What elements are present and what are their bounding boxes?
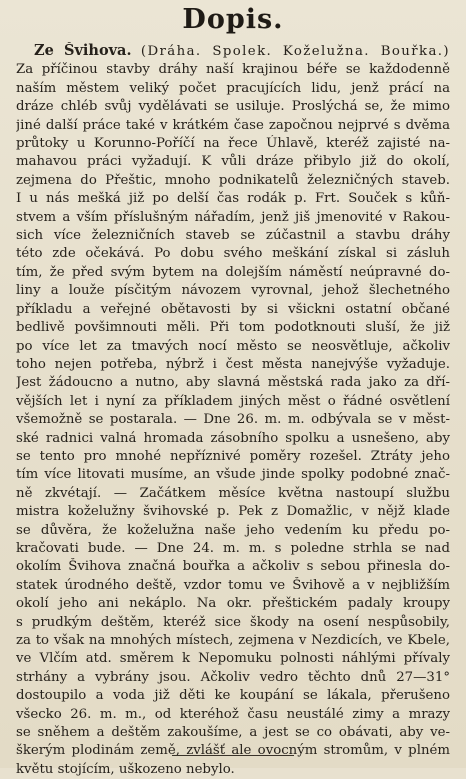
article-line: škerým plodinám země, zvlášť ale ovocným stromům, v plném <box>16 743 450 759</box>
article-line: liny a louže písčitým návozem vyrovnal, jehož šlechetného <box>16 283 450 299</box>
article-line: mahavou práci vyžadují. K vůli dráze přibylo již do okolí, <box>16 154 450 170</box>
article-line: všecko 26. m. m., od kteréhož času neustálé zimy a mrazy <box>16 706 450 722</box>
article-line: stvem a vším příslušným nářadím, jenž jiš jmenovité v Rakou- <box>16 209 450 225</box>
article-line: s prudkým deštěm, kteréž sice škody na osení nespůsobily, <box>16 614 450 630</box>
article-line: se důvěra, že koželužna naše jeho vedením ku předu po- <box>16 522 450 538</box>
article-line: za to však na mnohých místech, zejmena v Nezdicích, ve Kbele, <box>16 633 450 648</box>
section-divider <box>172 755 294 756</box>
article-line: ské radnici valná hromada zásobního spolku a usnešeno, aby <box>16 430 450 446</box>
article-line: jiné další práce také v krátkém čase započnou nejprvé s dvěma <box>16 117 450 133</box>
article-line: zejmena do Přeštic, mnoho podnikatelů železničných staveb. <box>16 172 450 188</box>
article-line: mistra koželužny švihovské p. Pek z Domažlic, v nějž klade <box>16 504 450 520</box>
article-line: se tento pro mnohé nepříznivé poměry rozešel. Ztráty jeho <box>16 448 450 464</box>
article-line: bedlivě povšimnouti měli. Při tom podotknouti sluší, že již <box>16 320 450 336</box>
article-line: dostoupilo a voda již děti ke koupání se lákala, přerušeno <box>16 688 450 704</box>
article-line: Za příčinou stavby dráhy naší krajinou béře se každodenně <box>16 62 450 78</box>
article-headline-line <box>16 42 450 61</box>
page-title: Dopis. <box>182 4 284 35</box>
article-line: tím více litovati musíme, an všude jinde spolky podobné znač- <box>16 467 450 483</box>
article-lines <box>16 61 450 779</box>
article-line: průtoky u Korunno-Poříčí na řece Úhlavě, kteréž zajisté na- <box>16 136 450 152</box>
article-source: (Dráha. Spolek. Koželužna. Bouřka.) <box>140 44 450 59</box>
article-line: vějších let i nyní za příkladem jiných měst o řádné osvětlení <box>16 393 450 409</box>
article-line: naším městem veliký počet pracujících lidu, jenž prácí na <box>16 80 450 96</box>
article-line: okolím Švihova značná bouřka a ačkoliv s sebou přinesla do- <box>16 559 450 575</box>
article-place: Ze Švihova. <box>34 42 132 59</box>
article-line: dráze chléb svůj vydělávati se usiluje. Proslýchá se, že mimo <box>16 99 450 115</box>
article-line: květu stojícím, uškozeno nebylo. <box>16 761 235 777</box>
article-line: sich více železničních staveb se zúčastnil a stavbu dráhy <box>16 228 450 244</box>
article-line: Jest žádoucno a nutno, aby slavná městská rada jako za dří- <box>16 375 450 391</box>
article-line: toho nejen potřeba, nýbrž i čest města nanejvýše vyžaduje. <box>16 356 450 372</box>
article-line: se sněhem a deštěm zakoušíme, a jest se co obávati, aby ve- <box>16 725 450 741</box>
article-line: kračovati bude. — Dne 24. m. m. s poledne strhla se nad <box>16 540 450 556</box>
article-line: statek úrodného deště, vzdor tomu ve Švihově a v nejbližším <box>16 577 450 593</box>
article-line: strhány a vybrány jsou. Ačkoliv vedro těchto dnů 27—31° <box>16 669 450 685</box>
article-line: tím, že před svým bytem na dolejším náměstí neúpravné do- <box>16 264 450 280</box>
article-line: ně zkvétají. — Začátkem měsíce května nastoupí službu <box>16 485 450 501</box>
article-line: příkladu a veřejné obětavosti by si všickni ostatní občané <box>16 301 450 317</box>
article-line: všemožně se postarala. — Dne 26. m. m. odbývala se v měst- <box>16 412 450 428</box>
article-line: okolí jeho ani nekáplo. Na okr. přeštickém padaly kroupy <box>16 596 450 612</box>
article-line: ve Vlčím atd. směrem k Nepomuku polnosti náhlými přívaly <box>16 651 450 667</box>
article-body <box>16 42 450 779</box>
article-line: I u nás mešká již po delší čas rodák p. Frt. Souček s kůň- <box>16 191 450 207</box>
article-line: po více let za tmavých nocí město se neosvětluje, ačkoliv <box>16 338 450 354</box>
article-line: této zde očekává. Po dobu svého meškání získal si zásluh <box>16 246 450 262</box>
